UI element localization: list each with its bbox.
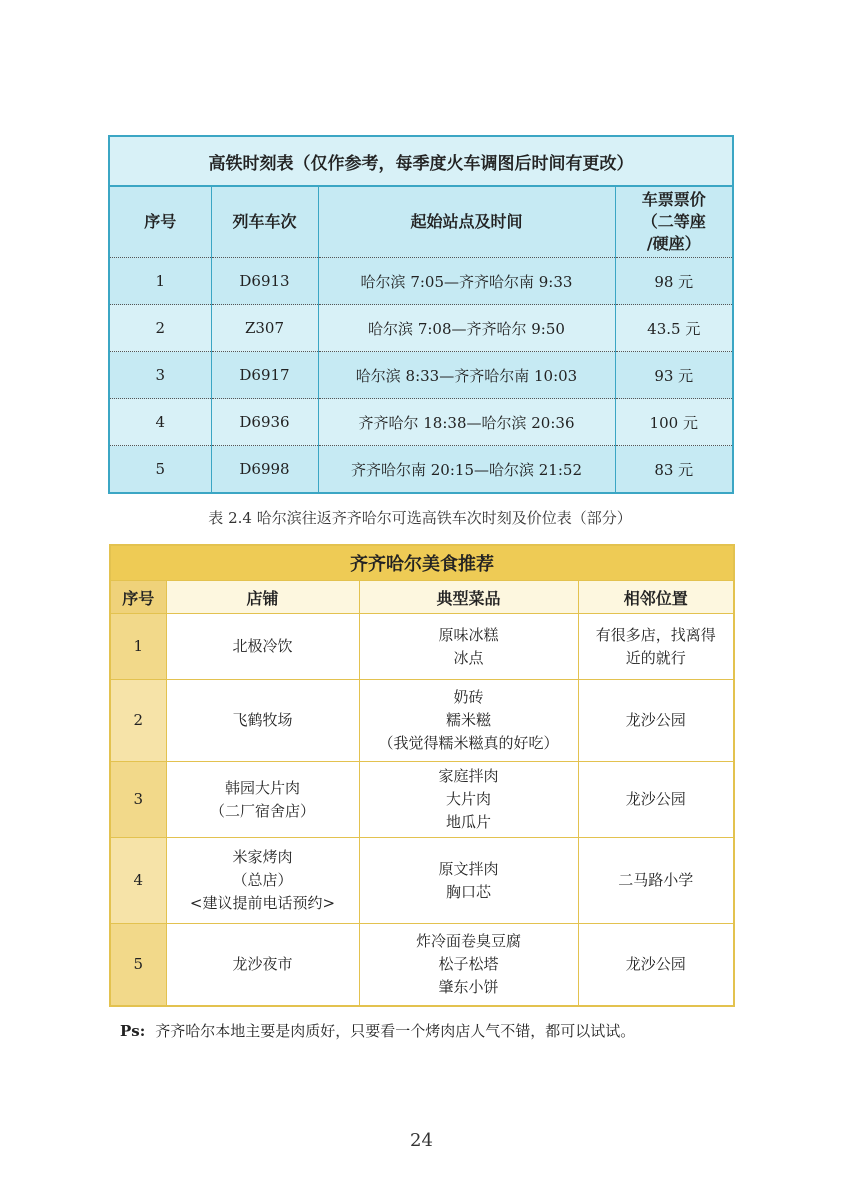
dishes (359, 924, 578, 1006)
dishes (359, 614, 578, 680)
table-row (109, 399, 733, 446)
location-line: 龙沙公园 (625, 954, 686, 973)
table-row (110, 762, 734, 838)
dish-line: （我觉得糯米糍真的好吃） (378, 734, 559, 752)
header-cell: 序号 (109, 186, 211, 258)
dish-line: 肇东小饼 (438, 977, 499, 996)
row-number: 4 (110, 838, 166, 924)
dish-line: 大片肉 (445, 790, 491, 808)
table-row (110, 838, 734, 924)
route-time: 哈尔滨 7:05—齐齐哈尔南 9:33 (318, 258, 615, 305)
location (578, 924, 734, 1006)
dish-line: 糯米糍 (445, 711, 491, 729)
row-number: 3 (110, 762, 166, 838)
dish-line: 地瓜片 (445, 813, 491, 831)
train-number: D6913 (211, 258, 318, 305)
shop-name (166, 762, 359, 838)
ticket-price: 98 元 (615, 258, 733, 305)
table-row (110, 614, 734, 680)
page-number: 24 (410, 1130, 433, 1151)
row-number: 5 (110, 924, 166, 1006)
train-number: Z307 (211, 305, 318, 352)
shop-line: 飞鹤牧场 (232, 711, 293, 729)
train-table-header (109, 186, 733, 258)
shop-name (166, 924, 359, 1006)
location (578, 762, 734, 838)
dish-line: 家庭拌肉 (438, 767, 499, 785)
location-line: 龙沙公园 (625, 711, 686, 729)
table-row (110, 680, 734, 762)
ticket-price: 83 元 (615, 446, 733, 494)
train-number: D6917 (211, 352, 318, 399)
location-line: 近的就行 (625, 648, 686, 667)
shop-line: 北极冷饮 (232, 637, 293, 655)
header-cell: 车票票价 （二等座 /硬座） (615, 186, 733, 258)
route-time: 哈尔滨 8:33—齐齐哈尔南 10:03 (318, 352, 615, 399)
ticket-price: 93 元 (615, 352, 733, 399)
route-time: 齐齐哈尔南 20:15—哈尔滨 21:52 (318, 446, 615, 494)
train-number: D6998 (211, 446, 318, 494)
location-line: 龙沙公园 (625, 790, 686, 808)
row-number: 2 (110, 680, 166, 762)
table-row (109, 305, 733, 352)
shop-line: 韩园大片肉 (224, 778, 300, 797)
dishes (359, 680, 578, 762)
train-schedule-table (108, 135, 734, 494)
row-number: 2 (109, 305, 211, 352)
row-number: 1 (109, 258, 211, 305)
header-cell: 典型菜品 (359, 581, 578, 614)
location (578, 838, 734, 924)
table-row (109, 352, 733, 399)
dish-line: 奶砖 (453, 688, 484, 706)
shop-name (166, 614, 359, 680)
shop-name (166, 838, 359, 924)
dish-line: 原文拌肉 (438, 859, 499, 878)
table-caption: 表 2.4 哈尔滨往返齐齐哈尔可选高铁车次时刻及价位表（部分） (208, 509, 632, 527)
location (578, 680, 734, 762)
row-number: 1 (110, 614, 166, 680)
header-cell: 店铺 (166, 581, 359, 614)
dish-line: 原味冰糕 (438, 625, 499, 644)
dish-line: 胸口芯 (445, 882, 491, 901)
ps-text: 齐齐哈尔本地主要是肉质好，只要看一个烤肉店人气不错，都可以试试。 (155, 1022, 636, 1040)
shop-line: <建议提前电话预约> (189, 894, 336, 912)
ticket-price: 43.5 元 (615, 305, 733, 352)
ps-label: Ps: (120, 1022, 146, 1040)
shop-line: 龙沙夜市 (232, 954, 293, 973)
dishes (359, 762, 578, 838)
header-cell: 列车车次 (211, 186, 318, 258)
train-table-title: 高铁时刻表（仅作参考，每季度火车调图后时间有更改） (109, 136, 733, 186)
dish-line: 冰点 (453, 648, 484, 667)
food-recommendation-table (109, 544, 735, 1007)
table-row (109, 446, 733, 494)
row-number: 4 (109, 399, 211, 446)
dish-line: 炸冷面卷臭豆腐 (415, 931, 521, 950)
location-line: 有很多店，找离得 (595, 625, 716, 644)
shop-name (166, 680, 359, 762)
shop-line: （二厂宿舍店） (209, 801, 315, 820)
food-table-title: 齐齐哈尔美食推荐 (110, 545, 734, 581)
dish-line: 松子松塔 (438, 954, 499, 973)
header-cell: 序号 (110, 581, 166, 614)
food-table-header (110, 581, 734, 614)
table-row (110, 924, 734, 1006)
header-cell: 起始站点及时间 (318, 186, 615, 258)
dishes (359, 838, 578, 924)
header-cell: 相邻位置 (578, 581, 734, 614)
row-number: 5 (109, 446, 211, 494)
shop-line: （总店） (232, 871, 293, 889)
route-time: 齐齐哈尔 18:38—哈尔滨 20:36 (318, 399, 615, 446)
route-time: 哈尔滨 7:08—齐齐哈尔 9:50 (318, 305, 615, 352)
table-row (109, 258, 733, 305)
ticket-price: 100 元 (615, 399, 733, 446)
location-line: 二马路小学 (618, 871, 694, 889)
location (578, 614, 734, 680)
row-number: 3 (109, 352, 211, 399)
ps-note (120, 1020, 635, 1041)
shop-line: 米家烤肉 (232, 848, 293, 866)
train-number: D6936 (211, 399, 318, 446)
